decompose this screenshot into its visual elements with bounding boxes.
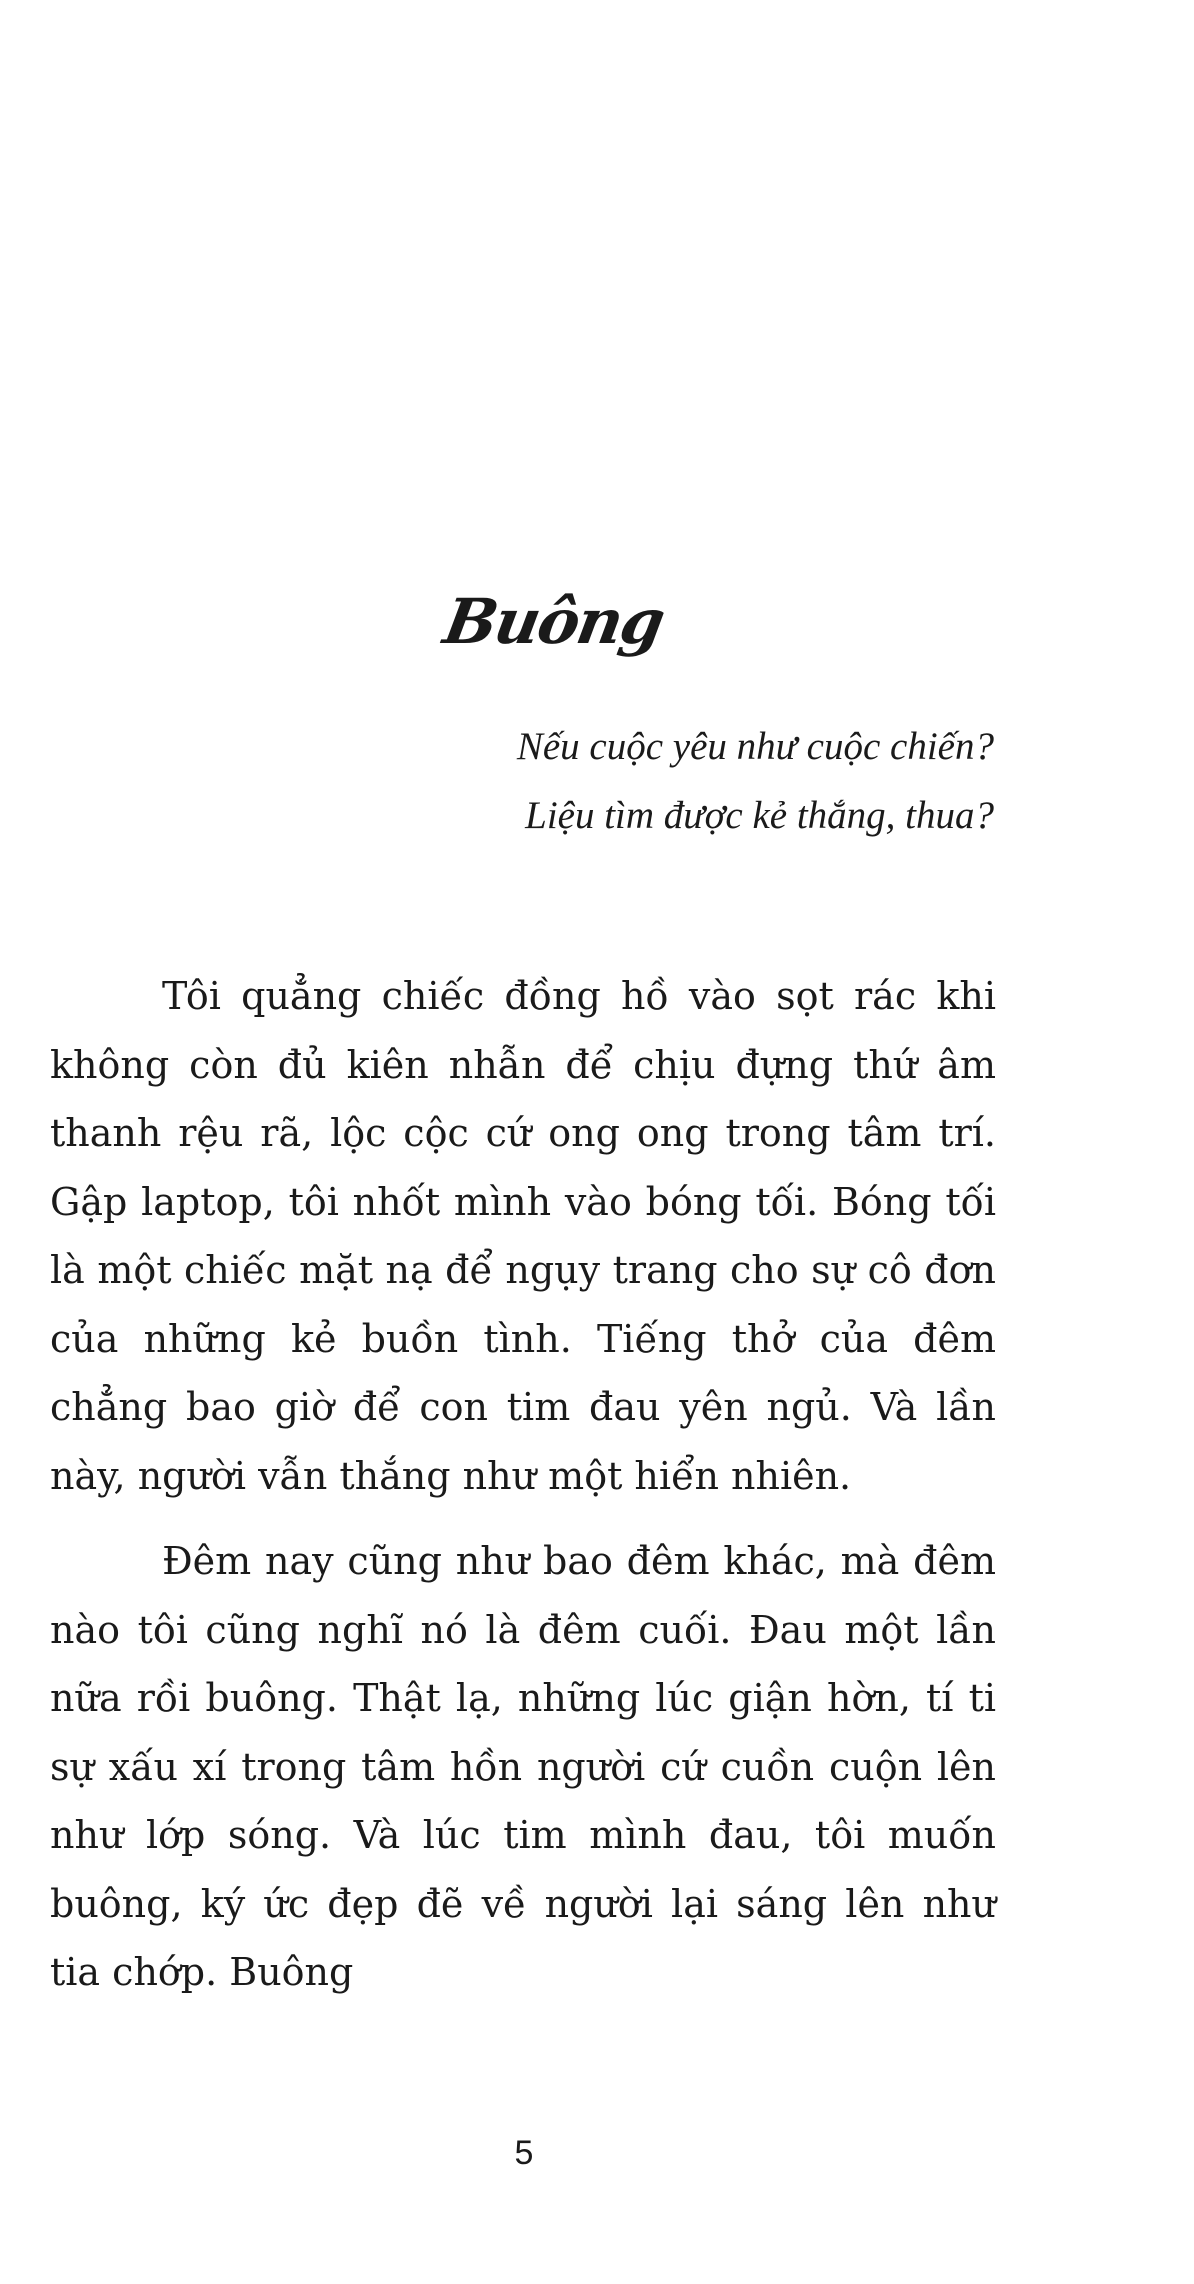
chapter-title: Buông [438,585,669,658]
epigraph-line-1: Nếu cuộc yêu như cuộc chiến? [516,725,994,768]
epigraph [517,712,994,850]
paragraph-1: Tôi quẳng chiếc đồng hồ vào sọt rác khi không còn đủ kiên nhẫn để chịu đựng thứ âm thanh rệu rã, lộc cộc cứ ong ong trong tâm trí. Gập laptop, tôi nhốt mình vào bóng tối. Bóng tối là một chiếc mặt nạ để ngụy trang cho sự cô đơn của những kẻ buồn tình. Tiếng thở của đêm chẳng bao giờ để con tim đau yên ngủ. Và lần này, người vẫn thắng như một hiển nhiên. [50,974,996,1498]
paragraph-2: Đêm nay cũng như bao đêm khác, mà đêm nào tôi cũng nghĩ nó là đêm cuối. Đau một lần nữa rồi buông. Thật lạ, những lúc giận hờn, tí ti sự xấu xí trong tâm hồn người cứ cuồn cuộn lên như lớp sóng. Và lúc tim mình đau, tôi muốn buông, ký ức đẹp đẽ về người lại sáng lên như tia chớp. Buông [50,1539,996,1994]
chapter-body [50,962,996,2024]
page-number: 5 [514,2134,534,2172]
epigraph-line-2: Liệu tìm được kẻ thắng, thua? [525,794,994,837]
